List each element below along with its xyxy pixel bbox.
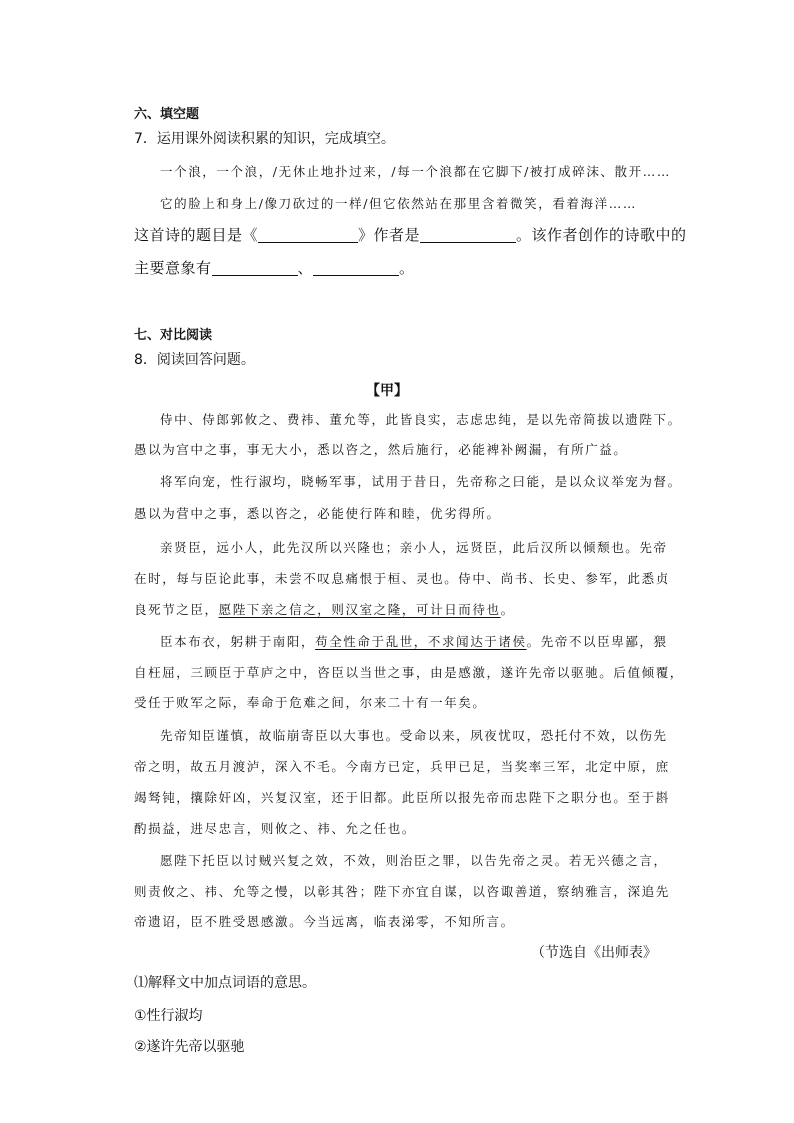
passage-p1-line-2: 愚以为宫中之事，事无大小，悉以咨之，然后施行，必能裨补阙漏，有所广益。 <box>134 442 628 457</box>
blank-imagery-2[interactable] <box>313 261 399 276</box>
poem-line-2: 它的脸上和身上/像刀砍过的一样/但它依然站在那里含着微笑，看着海洋…… <box>160 196 637 211</box>
fill-text-title-prefix: 这首诗的题目是《 <box>134 226 259 244</box>
p3-line-3-lead: 良死节之臣， <box>134 602 219 617</box>
p4-line-1-tail: 。先帝不以臣卑鄙，猥 <box>526 634 668 649</box>
passage-p4-line-3: 受任于败军之际，奉命于危难之间，尔来二十有一年矣。 <box>134 695 487 710</box>
passage-source: （节选自《出师表》 <box>531 945 657 961</box>
passage-p5-line-3: 竭驽钝，攘除奸凶，兴复汉室，还于旧都。此臣所以报先帝而忠陛下之职分也。至于斟 <box>134 790 670 805</box>
passage-p3-line-2: 在时，每与臣论此事，未尝不叹息痛恨于桓、灵也。侍中、尚书、长史、参军，此悉贞 <box>134 571 670 586</box>
passage-jia-title: 【甲】 <box>366 383 408 399</box>
blank-poem-title[interactable] <box>258 228 358 243</box>
underlined-sentence-1: 愿陛下亲之信之，则汉室之隆，可计日而待也 <box>218 602 501 617</box>
passage-p1-line-1: 侍中、侍郎郭攸之、费祎、董允等，此皆良实，志虑忠纯，是以先帝简拔以遗陛下。 <box>160 412 682 427</box>
p3-line-3-end: 。 <box>500 602 515 617</box>
question-8-stem: 8．阅读回答问题。 <box>134 352 255 368</box>
passage-p5-line-4: 酌损益，进尽忠言，则攸之、祎、允之任也。 <box>134 821 417 836</box>
question-7-stem: 7．运用课外阅读积累的知识，完成填空。 <box>134 131 395 147</box>
underlined-sentence-2: 苟全性命于乱世，不求闻达于诸侯 <box>315 634 527 649</box>
passage-p4-line-2: 自枉屈，三顾臣于草庐之中，咨臣以当世之事，由是感激，遂许先帝以驱驰。后值倾覆， <box>134 665 684 680</box>
passage-p3-line-1: 亲贤臣，远小人，此先汉所以兴隆也；亲小人，远贤臣，此后汉所以倾颓也。先帝 <box>160 540 668 555</box>
passage-p5-line-2: 帝之明，故五月渡泸，深入不毛。今南方已定，兵甲已足，当奖率三军，北定中原，庶 <box>134 759 670 774</box>
passage-p6-line-3: 帝遗诏，臣不胜受恩感激。今当远离，临表涕零，不知所言。 <box>134 914 515 929</box>
passage-p5-line-1: 先帝知臣谨慎，故临崩寄臣以大事也。受命以来，夙夜忧叹，恐托付不效，以伤先 <box>160 728 668 743</box>
fill-text-tail: 。该作者创作的诗歌中的 <box>516 226 687 244</box>
fill-line-1 <box>134 224 687 245</box>
section-7-heading: 七、对比阅读 <box>134 328 213 343</box>
passage-p2-line-2: 愚以为营中之事，悉以咨之，必能使行阵和睦，优劣得所。 <box>134 506 501 521</box>
fill-line-2 <box>134 257 415 278</box>
passage-p6-line-1: 愿陛下托臣以讨贼兴复之效，不效，则治臣之罪，以告先帝之灵。若无兴德之言， <box>160 853 668 868</box>
sub-question-1-item-2: ②遂许先帝以驱驰 <box>134 1039 245 1055</box>
passage-p4-line-1 <box>160 632 668 650</box>
passage-p3-line-3 <box>134 600 515 618</box>
passage-p2-line-1: 将军向宠，性行淑均，晓畅军事，试用于昔日，先帝称之曰能，是以众议举宠为督。 <box>160 474 682 489</box>
fill-text-author-prefix: 》作者是 <box>358 226 421 244</box>
poem-line-1: 一个浪，一个浪，/无休止地扑过来，/每一个浪都在它脚下/被打成碎沫、散开…… <box>160 164 671 179</box>
p4-line-1-lead: 臣本布衣，躬耕于南阳， <box>160 634 316 649</box>
blank-imagery-1[interactable] <box>212 261 298 276</box>
blank-author[interactable] <box>420 228 516 243</box>
fill-text-end: 。 <box>399 259 415 277</box>
fill-text-separator: 、 <box>297 259 314 277</box>
passage-p6-line-2: 则责攸之、祎、允等之慢，以彰其咎；陛下亦宜自谋，以咨诹善道，察纳雅言，深追先 <box>134 884 670 899</box>
fill-text-imagery-prefix: 主要意象有 <box>134 259 212 277</box>
sub-question-1-item-1: ①性行淑均 <box>134 1008 203 1024</box>
sub-question-1: ⑴解释文中加点词语的意思。 <box>134 975 316 991</box>
section-6-heading: 六、填空题 <box>134 107 200 122</box>
